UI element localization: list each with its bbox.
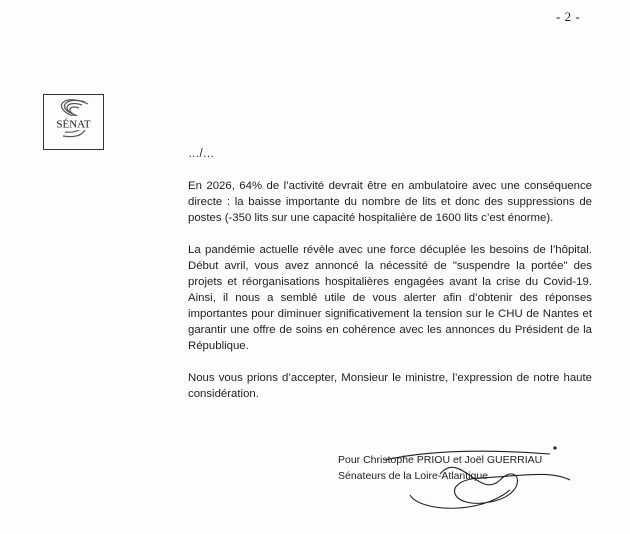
letter-body bbox=[188, 178, 592, 418]
logo-text: SÉNAT bbox=[56, 118, 91, 131]
senat-logo bbox=[43, 94, 104, 150]
signature-line-names: Pour Christophe PRIOU et Joël GUERRIAU bbox=[338, 454, 543, 466]
signature-block bbox=[338, 452, 542, 484]
continuation-mark: …/… bbox=[188, 148, 215, 160]
page-number: - 2 - bbox=[556, 9, 581, 24]
signature-line-title: Sénateurs de la Loire-Atlantique bbox=[338, 470, 489, 482]
paragraph-ambulatory: En 2026, 64% de l’activité devrait être en ambulatoire avec une conséquence directe : la baisse importante du nombre de lits et donc des suppressions de postes (-350 lits sur une capacité hospitalière de 1600 lits c’est énorme). bbox=[188, 180, 592, 224]
paragraph-closing: Nous vous prions d’accepter, Monsieur le ministre, l’expression de notre haute considération. bbox=[188, 372, 592, 400]
senat-emblem-icon bbox=[43, 94, 104, 150]
paragraph-pandemic: La pandémie actuelle révèle avec une force décuplée les besoins de l’hôpital. Début avril, vous avez annoncé la nécessité de "suspendre la portée" des projets et réorganisations hospitalières engagées avant la crise du Covid-19. Ainsi, il nous a semblé utile de vous alerter afin d’obtenir des réponses importantes pour diminuer significativement la tension sur le CHU de Nantes et garantir une offre de soins en cohérence avec les annonces du Président de la République. bbox=[188, 244, 592, 352]
